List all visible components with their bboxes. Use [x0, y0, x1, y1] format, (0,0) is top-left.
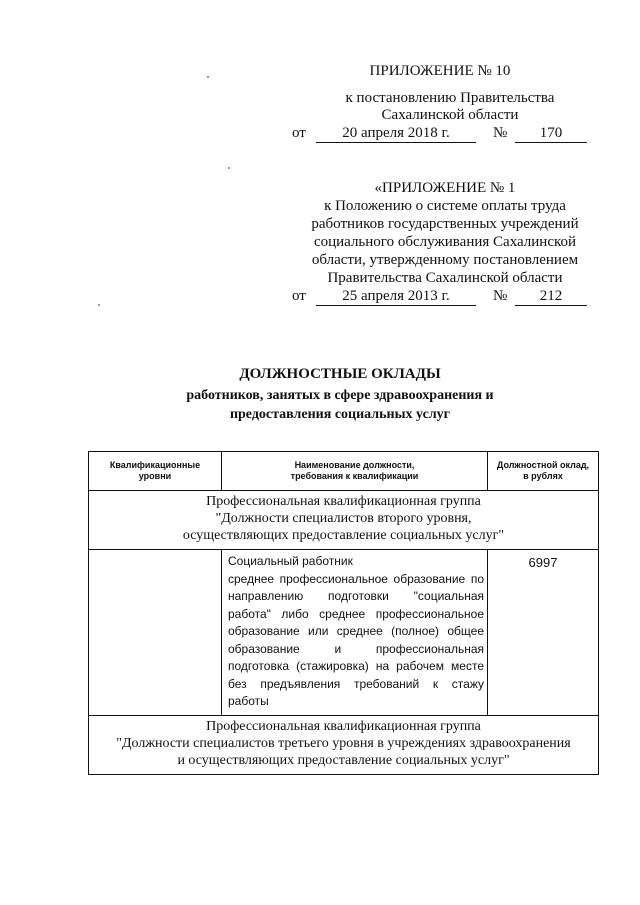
appendix1-date: 25 апреля 2013 г. [342, 288, 450, 304]
professional-group-2: Профессиональная квалификационная группа "Должности специалистов второго уровня, осуществляющих предоставление социальных услуг" [89, 491, 599, 550]
appendix1-line: социального обслуживания Сахалинской [313, 234, 577, 250]
document-title: ДОЛЖНОСТНЫЕ ОКЛАДЫ [239, 366, 441, 382]
appendix1-number-underline [515, 305, 587, 306]
table-group-row [89, 491, 599, 550]
salary-value: 6997 [488, 550, 599, 716]
document-subtitle-line1: работников, занятых в сфере здравоохранения и [186, 388, 494, 403]
table-row [89, 550, 599, 716]
appendix10-number-underline [515, 142, 587, 143]
position-requirements: среднее профессиональное образование по направлению подготовки "социальная работа" либо среднее профессиональное образование или среднее (полное) общее образование и профессиональная подготовка (стажировка) на рабочем месте без предъявления требований к стажу работы [228, 571, 484, 708]
position-name: Социальный работник [228, 554, 353, 568]
appendix10-number: 170 [539, 125, 563, 141]
qualification-level-cell [89, 550, 222, 716]
header-position-name: Наименование должности, требования к квалификации [222, 452, 488, 491]
header-salary: Должностной оклад, в рублях [488, 452, 599, 491]
scan-speck [98, 304, 100, 306]
scan-speck [228, 167, 230, 169]
appendix1-line: области, утвержденному постановлением [311, 252, 579, 268]
salary-table [88, 451, 599, 775]
appendix1-line: Правительства Сахалинской области [327, 270, 563, 286]
appendix1-title: «ПРИЛОЖЕНИЕ № 1 [374, 180, 516, 196]
header-qualification-levels: Квалификационные уровни [89, 452, 222, 491]
appendix10-date-underline [316, 142, 476, 143]
appendix10-line2: Сахалинской области [381, 107, 519, 123]
position-cell [222, 550, 488, 716]
appendix1-from-label: от [292, 288, 306, 304]
document-subtitle-line2: предоставления социальных услуг [229, 407, 451, 422]
table-group-row [89, 715, 599, 774]
appendix1-number: 212 [539, 288, 563, 304]
appendix10-date: 20 апреля 2018 г. [342, 125, 450, 141]
appendix1-line: к Положению о системе оплаты труда [324, 198, 566, 214]
appendix1-line: работников государственных учреждений [311, 216, 579, 232]
appendix1-num-label: № [493, 288, 508, 304]
appendix10-num-label: № [493, 125, 508, 141]
appendix10-line1: к постановлению Правительства [345, 90, 555, 106]
table-header-row [89, 452, 599, 491]
professional-group-3: Профессиональная квалификационная группа "Должности специалистов третьего уровня в учреждениях здравоохранения и осуществляющих предоставление социальных услуг" [89, 715, 599, 774]
appendix10-from-label: от [292, 125, 306, 141]
scan-speck [207, 76, 209, 78]
appendix10-title: ПРИЛОЖЕНИЕ № 10 [369, 63, 511, 79]
appendix1-date-underline [316, 305, 476, 306]
